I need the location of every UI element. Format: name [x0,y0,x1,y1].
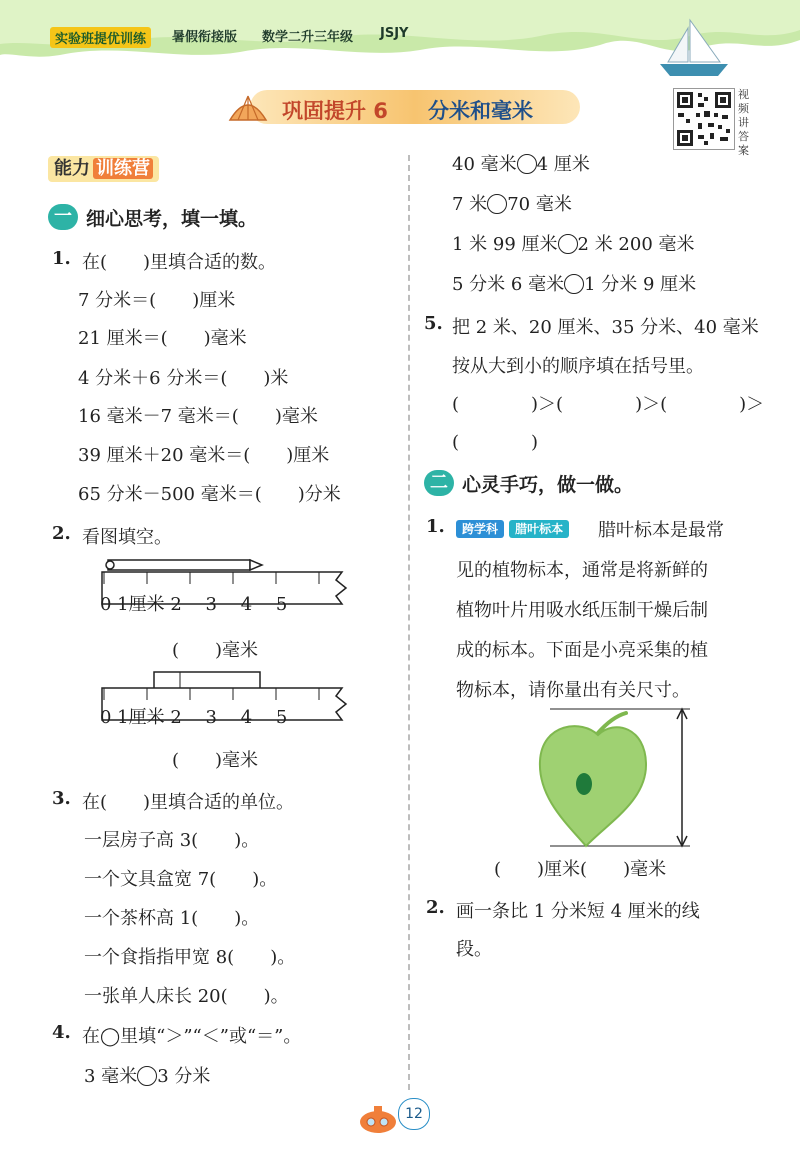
q5-line: ( )＞( )＞( )＞ [452,394,765,415]
q4-pair-left: 1 米 99 厘米 [452,234,558,255]
q4-pair [84,1062,210,1088]
qr-label: 视频讲答案 [738,88,749,157]
q1-prompt: 在( )里填合适的数。 [82,252,277,273]
q5-number: 5. [424,313,443,334]
q2-answer2: ( )毫米 [172,750,259,771]
q4-pair-right: 2 米 200 毫米 [577,234,695,255]
q1-line: 65 分米－500 毫米＝( )分米 [78,484,341,505]
q4-pair-left: 7 米 [452,194,488,215]
s2q1-tags [456,518,569,537]
q1-line: 21 厘米＝( )毫米 [78,328,247,349]
compare-circle[interactable] [137,1066,157,1086]
q2-prompt: 看图填空。 [82,527,172,548]
q3-line: 一层房子高 3( )。 [84,830,260,851]
s2q2-line: 段。 [456,939,492,960]
q3-prompt: 在( )里填合适的单位。 [82,792,295,813]
section2-title: 心灵手巧，做一做。 [462,474,634,496]
q4-pair [452,150,590,176]
compare-circle[interactable] [487,194,507,214]
s2q1-number: 1. [426,516,445,537]
compare-circle[interactable] [558,234,578,254]
q4-pair-left: 40 毫米 [452,154,517,175]
q5-line: ( ) [452,432,539,453]
q2-answer1: ( )毫米 [172,640,259,661]
q4-pair-left: 3 毫米 [84,1066,138,1087]
s2q1-line: 见的植物标本，通常是将新鲜的 [456,560,708,581]
q3-line: 一个食指指甲宽 8( )。 [84,947,296,968]
subject-grade-label: 数学二升三年级 [262,30,354,45]
s2q2-number: 2. [426,897,445,918]
q3-number: 3. [52,788,71,809]
q4-number: 4. [52,1022,71,1043]
series-badge: 实验班提优训练 [50,27,151,48]
q5-line: 把 2 米、20 厘米、35 分米、40 毫米 [452,317,759,338]
tag-subject: 跨学科 [456,520,504,538]
submarine-icon [356,1098,402,1138]
s2q2-line: 画一条比 1 分米短 4 厘米的线 [456,901,700,922]
q4-pair-left: 5 分米 6 毫米 [452,274,565,295]
q3-line: 一个茶杯高 1( )。 [84,908,260,929]
compare-circle[interactable] [517,154,537,174]
q4-pair-right: 3 分米 [157,1066,211,1087]
tag-topic: 腊叶标本 [509,520,569,538]
edition-label: 暑假衔接版 [172,30,238,45]
q4-pair-right: 4 厘米 [536,154,590,175]
section1-title: 细心思考，填一填。 [86,208,258,230]
shell-icon [226,90,270,124]
q2-number: 2. [52,523,71,544]
q1-line: 7 分米＝( )厘米 [78,290,236,311]
q1-line: 4 分米＋6 分米＝( )米 [78,368,289,389]
q4-pair [452,270,696,296]
ability-tag-part2: 训练营 [93,158,153,179]
q5-line: 按从大到小的顺序填在括号里。 [452,356,704,377]
q3-line: 一个文具盒宽 7( )。 [84,869,278,890]
q4-pair [452,230,695,256]
qr-code-icon [673,88,735,150]
column-divider [408,155,410,1090]
compare-circle[interactable] [564,274,584,294]
section2-number: 二 [424,470,454,496]
q4-pair-right: 1 分米 9 厘米 [584,274,697,295]
s2q1-line: 成的标本。下面是小亮采集的植 [456,640,708,661]
q4-pair [452,190,572,216]
topic-title: 分米和毫米 [428,99,533,123]
leaf-specimen [530,705,700,850]
section1-number: 一 [48,204,78,230]
lesson-title: 巩固提升 6 [282,99,388,123]
s2q1-answer: ( )厘米( )毫米 [494,859,667,880]
q3-line: 一张单人床长 20( )。 [84,986,289,1007]
ability-tag [48,156,159,182]
q4-pair-right: 70 毫米 [507,194,572,215]
q1-line: 16 毫米－7 毫米＝( )毫米 [78,406,318,427]
ruler2-labels: 0 1厘米 2 3 4 5 [100,707,288,728]
ability-tag-part1: 能力 [54,158,90,179]
leaf-icon [540,726,646,846]
ruler1-labels: 0 1厘米 2 3 4 5 [100,594,288,615]
s2q1-line: 物标本，请你量出有关尺寸。 [456,680,690,701]
leaf-spot [576,773,592,795]
code-label: JSJY [380,26,409,41]
s2q1-line: 腊叶标本是最常 [598,520,724,541]
pencil-icon [106,560,262,570]
q1-number: 1. [52,248,71,269]
page-number: 12 [398,1098,430,1130]
q1-line: 39 厘米＋20 毫米＝( )厘米 [78,445,330,466]
s2q1-line: 植物叶片用吸水纸压制干燥后制 [456,600,708,621]
q4-prompt: 在◯里填“＞”“＜”或“＝”。 [82,1026,302,1047]
